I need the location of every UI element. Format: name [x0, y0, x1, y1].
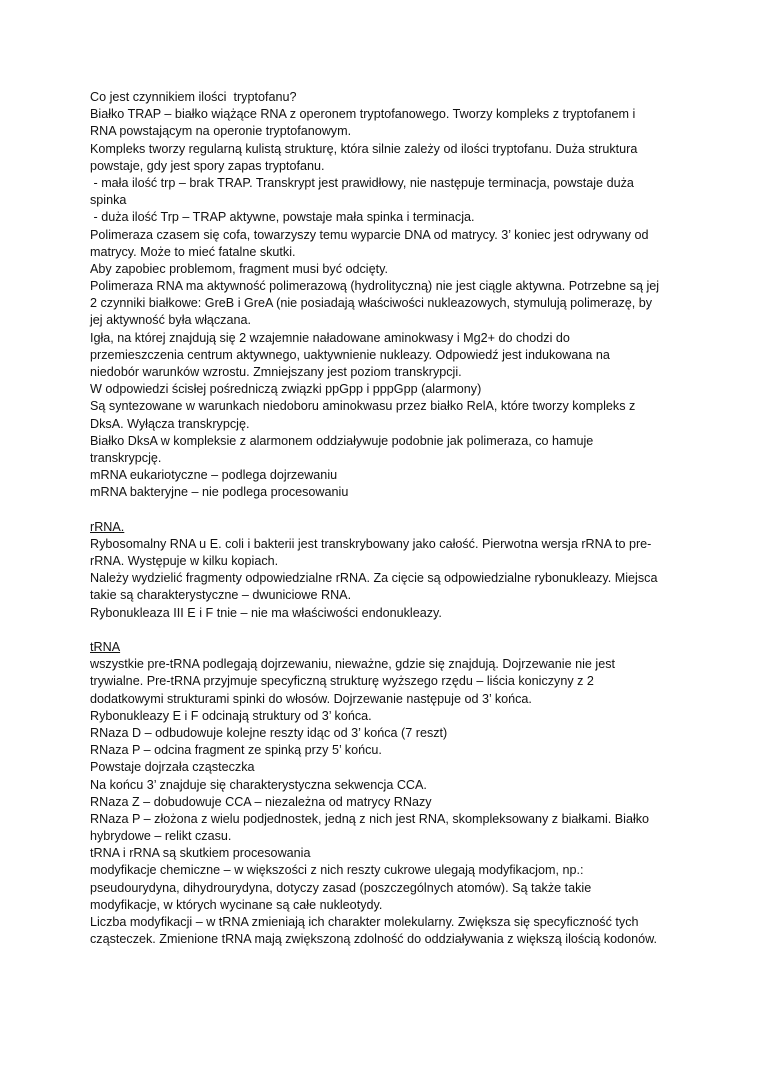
section-heading-trna: tRNA [90, 640, 121, 654]
text-line: Aby zapobiec problemom, fragment musi być odcięty. [90, 261, 388, 276]
text-line: Rybonukleazy E i F odcinają struktury od 3’ końca. [90, 708, 372, 723]
text-line: mRNA bakteryjne – nie podlega procesowaniu [90, 485, 349, 500]
text-line: mRNA eukariotyczne – podlega dojrzewaniu [90, 468, 338, 483]
text-line: rRNA. Występuje w kilku kopiach. [90, 554, 279, 569]
text-line: cząsteczek. Zmienione tRNA mają zwiększoną zdolność do oddziaływania z większą ilością kodonów. [90, 932, 657, 947]
text-line: RNaza P – złożona z wielu podjednostek, jedną z nich jest RNA, skompleksowany z białkami. Białko [90, 811, 650, 826]
text-line: Liczba modyfikacji – w tRNA zmieniają ich charakter molekularny. Zwiększa się specyficzność tych [90, 915, 639, 929]
text-line: W odpowiedzi ścisłej pośredniczą związki ppGpp i pppGpp (alarmony) [90, 382, 482, 397]
text-line: Polimeraza czasem się cofa, towarzyszy temu wyparcie DNA od matrycy. 3’ koniec jest odrywany od [90, 227, 649, 242]
text-line: Białko TRAP – białko wiążące RNA z operonem tryptofanowego. Tworzy kompleks z tryptofanem i [90, 107, 636, 122]
document-page [90, 89, 690, 948]
text-line: RNA powstającym na operonie tryptofanowym. [90, 124, 352, 139]
text-line: pseudourydyna, dihydrourydyna, dotyczy zasad (poszczególnych atomów). Są także takie [90, 880, 592, 895]
text-line: dodatkowymi strukturami spinki do włosów. Dojrzewanie następuje od 3’ końca. [90, 691, 532, 706]
text-line: jej aktywność była włączana. [90, 313, 251, 328]
text-line: RNaza D – odbudowuje kolejne reszty idąc od 3’ końca (7 reszt) [90, 725, 448, 740]
text-line: wszystkie pre-tRNA podlegają dojrzewaniu, nieważne, gdzie się znajdują. Dojrzewanie nie jest [90, 657, 616, 672]
text-line: modyfikacje, w których wycinane są całe nukleotydy. [90, 897, 383, 912]
text-line: Należy wydzielić fragmenty odpowiedzialne rRNA. Za cięcie są odpowiedzialne rybonukleazy. Miejsca [90, 571, 658, 586]
text-line: niedobór warunków wzrostu. Zmniejszany jest poziom transkrypcji. [90, 365, 462, 379]
section-intro [90, 89, 690, 502]
text-line: hybrydowe – relikt czasu. [90, 829, 232, 844]
text-line: DksA. Wyłącza transkrypcję. [90, 416, 250, 431]
text-line: RNaza Z – dobudowuje CCA – niezależna od matrycy RNazy [90, 794, 432, 809]
section-rrna [90, 536, 690, 622]
text-line: przemieszczenia centrum aktywnego, uaktywnienie nukleazy. Odpowiedź jest indukowana na [90, 347, 610, 362]
text-line: Igła, na której znajdują się 2 wzajemnie naładowane aminokwasy i Mg2+ do chodzi do [90, 330, 570, 345]
text-line: takie są charakterystyczne – dwuniciowe RNA. [90, 588, 352, 603]
section-gap [90, 622, 690, 639]
text-line: modyfikacje chemiczne – w większości z nich reszty cukrowe ulegają modyfikacjom, np.: [90, 863, 584, 878]
text-line: Są syntezowane w warunkach niedoboru aminokwasu przez białko RelA, które tworzy kompleks z [90, 399, 636, 414]
text-line: 2 czynniki białkowe: GreB i GreA (nie posiadają właściwości nukleazowych, stymulują polimerazę, by [90, 296, 653, 311]
text-line: Co jest czynnikiem ilości tryptofanu? [90, 90, 297, 104]
section-trna [90, 656, 690, 948]
text-line: Białko DksA w kompleksie z alarmonem oddziaływuje podobnie jak polimeraza, co hamuje [90, 433, 594, 448]
text-line: powstaje, gdy jest spory zapas tryptofanu. [90, 158, 325, 173]
text-line: trywialne. Pre-tRNA przyjmuje specyficzną strukturę wyższego rzędu – liścia koniczyny z 2 [90, 674, 594, 689]
text-line: Rybosomalny RNA u E. coli i bakterii jest transkrybowany jako całość. Pierwotna wersja rRNA to pre- [90, 536, 652, 551]
text-line: Rybonukleaza III E i F tnie – nie ma właściwości endonukleazy. [90, 605, 442, 620]
text-line: - duża ilość Trp – TRAP aktywne, powstaje mała spinka i terminacja. [90, 210, 475, 225]
text-line: Na końcu 3’ znajduje się charakterystyczna sekwencja CCA. [90, 777, 427, 792]
section-gap [90, 502, 690, 519]
text-line: spinka [90, 193, 127, 208]
text-line: Kompleks tworzy regularną kulistą strukturę, która silnie zależy od ilości tryptofanu. Duża struktura [90, 141, 638, 156]
text-line: tRNA i rRNA są skutkiem procesowania [90, 846, 311, 861]
text-line: Polimeraza RNA ma aktywność polimerazową (hydrolityczną) nie jest ciągle aktywna. Potrzebne są jej [90, 279, 660, 294]
section-heading-rrna: rRNA. [90, 519, 125, 534]
text-line: transkrypcję. [90, 450, 162, 465]
text-line: Powstaje dojrzała cząsteczka [90, 760, 255, 775]
text-line: RNaza P – odcina fragment ze spinką przy 5’ końcu. [90, 743, 382, 758]
text-line: - mała ilość trp – brak TRAP. Transkrypt jest prawidłowy, nie następuje terminacja, powstaje duża [90, 175, 634, 190]
text-line: matrycy. Może to mieć fatalne skutki. [90, 244, 296, 259]
